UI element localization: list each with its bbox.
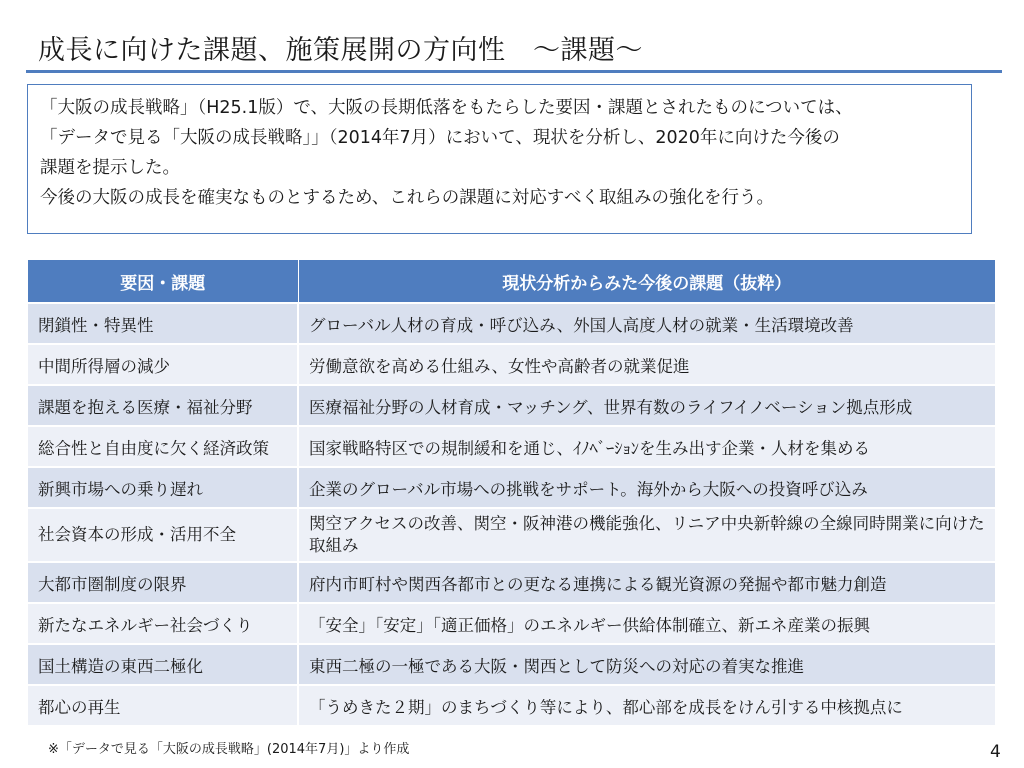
header-issue: 現状分析からみた今後の課題（抜粋）: [298, 260, 995, 303]
factor-cell: 新たなエネルギー社会づくり: [28, 603, 298, 644]
factor-cell: 大都市圏制度の限界: [28, 562, 298, 603]
summary-line: 今後の大阪の成長を確実なものとするため、これらの課題に対応すべく取組みの強化を行う。: [40, 188, 774, 208]
table-row: [28, 344, 995, 385]
page-number: 4: [990, 742, 1001, 762]
table-row: [28, 508, 995, 562]
title-underline: [26, 70, 1002, 73]
issue-cell: 労働意欲を高める仕組み、女性や高齢者の就業促進: [298, 344, 995, 385]
header-factor: 要因・課題: [28, 260, 298, 303]
issue-cell: グローバル人材の育成・呼び込み、外国人高度人材の就業・生活環境改善: [298, 303, 995, 344]
summary-box: [27, 84, 972, 234]
factor-cell: 社会資本の形成・活用不全: [28, 508, 298, 562]
slide-title: 成長に向けた課題、施策展開の方向性 ～課題～: [38, 35, 643, 66]
issue-cell: 国家戦略特区での規制緩和を通じ、ｲﾉﾍﾞｰｼｮﾝを生み出す企業・人材を集める: [298, 426, 995, 467]
table-row: [28, 685, 995, 725]
table-row: [28, 644, 995, 685]
summary-line: 「データで見る「大阪の成長戦略」」（2014年7月）において、現状を分析し、2020年に向けた今後の: [40, 128, 840, 148]
factor-cell: 課題を抱える医療・福祉分野: [28, 385, 298, 426]
issue-cell: 医療福祉分野の人材育成・マッチング、世界有数のライフイノベーション拠点形成: [298, 385, 995, 426]
issue-cell: 「安全」「安定」「適正価格」のエネルギー供給体制確立、新エネ産業の振興: [298, 603, 995, 644]
source-footnote: ※「データで見る「大阪の成長戦略」(2014年7月)」より作成: [48, 742, 410, 757]
summary-line: 「大阪の成長戦略」（H25.1版）で、大阪の長期低落をもたらした要因・課題とされたものについては、: [40, 98, 853, 118]
factor-cell: 新興市場への乗り遅れ: [28, 467, 298, 508]
factor-cell: 閉鎖性・特異性: [28, 303, 298, 344]
factor-cell: 中間所得層の減少: [28, 344, 298, 385]
issue-cell: 府内市町村や関西各都市との更なる連携による観光資源の発掘や都市魅力創造: [298, 562, 995, 603]
factor-cell: 総合性と自由度に欠く経済政策: [28, 426, 298, 467]
issue-cell: 関空アクセスの改善、関空・阪神港の機能強化、リニア中央新幹線の全線同時開業に向けた取組み: [298, 508, 995, 562]
table-header-row: [28, 260, 995, 303]
table-row: [28, 426, 995, 467]
table-row: [28, 562, 995, 603]
factor-cell: 都心の再生: [28, 685, 298, 725]
table-row: [28, 603, 995, 644]
summary-line: 課題を提示した。: [40, 158, 180, 178]
issue-cell: 「うめきた２期」のまちづくり等により、都心部を成長をけん引する中核拠点に: [298, 685, 995, 725]
issue-cell: 東西二極の一極である大阪・関西として防災への対応の着実な推進: [298, 644, 995, 685]
table-row: [28, 467, 995, 508]
issues-table: [28, 260, 995, 725]
table-row: [28, 385, 995, 426]
issue-cell: 企業のグローバル市場への挑戦をサポート。海外から大阪への投資呼び込み: [298, 467, 995, 508]
table-row: [28, 303, 995, 344]
factor-cell: 国土構造の東西二極化: [28, 644, 298, 685]
